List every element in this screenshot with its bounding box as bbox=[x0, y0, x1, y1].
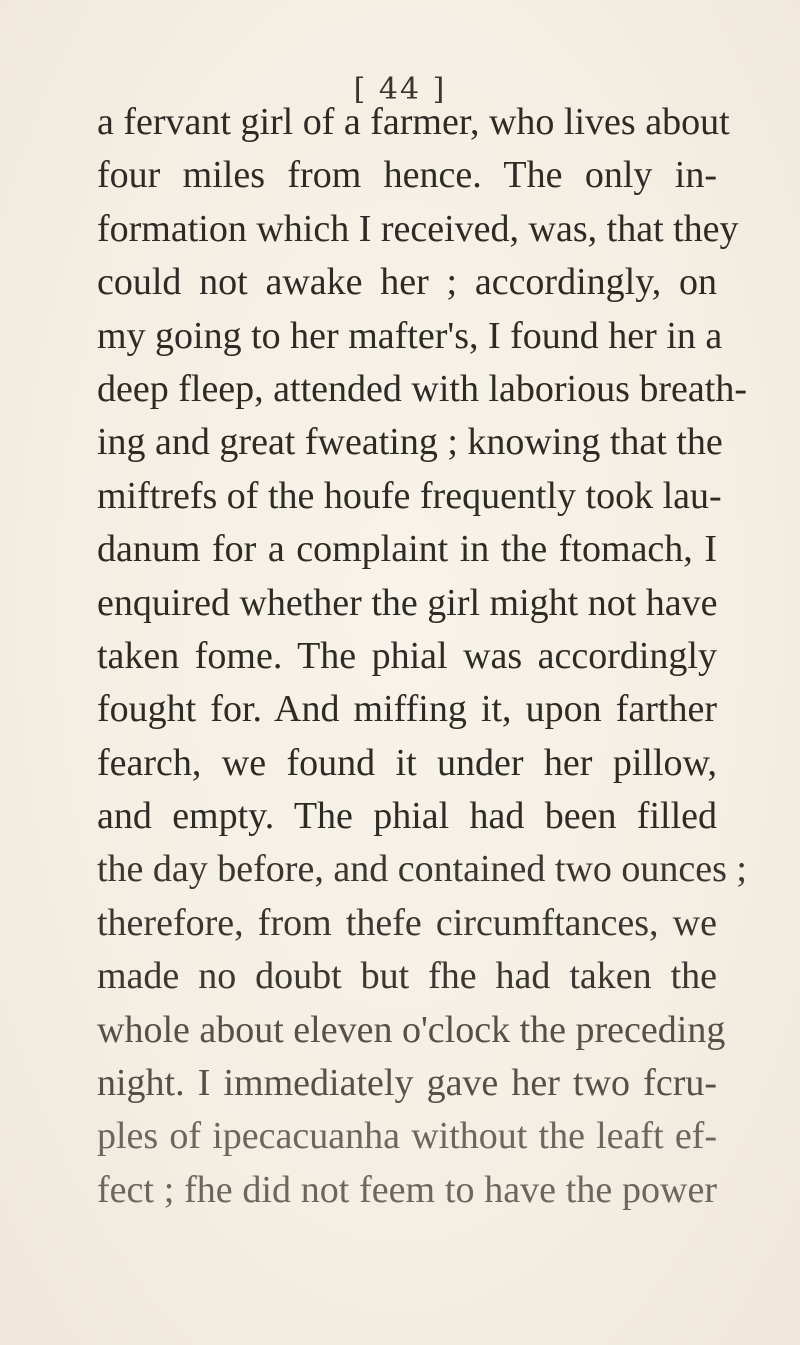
text-line: enquired whether the girl might not have bbox=[97, 581, 718, 624]
text-line: miftrefs of the houfe frequently took lau- bbox=[97, 474, 722, 517]
text-line: danum for a complaint in the ftomach, I bbox=[97, 528, 717, 571]
text-line: night. I immediately gave her two fcru- bbox=[97, 1062, 717, 1105]
body-text bbox=[97, 96, 747, 1217]
text-line: could not awake her ; accordingly, on bbox=[97, 261, 717, 304]
text-line: fought for. And miffing it, upon farther bbox=[97, 688, 717, 731]
text-line: the day before, and contained two ounces ; bbox=[97, 848, 747, 891]
text-line: made no doubt but fhe had taken the bbox=[97, 955, 717, 998]
text-line: fect ; fhe did not feem to have the power bbox=[97, 1168, 717, 1211]
text-line: whole about eleven o'clock the preceding bbox=[97, 1008, 726, 1051]
text-line: taken fome. The phial was accordingly bbox=[97, 634, 717, 677]
page-number: [ 44 ] bbox=[353, 72, 447, 107]
text-line: ing and great fweating ; knowing that the bbox=[97, 421, 723, 464]
text-line: fearch, we found it under her pillow, bbox=[97, 741, 717, 784]
text-line: ples of ipecacuanha without the leaft ef- bbox=[97, 1115, 717, 1158]
text-line: a fervant girl of a farmer, who lives about bbox=[97, 101, 730, 143]
text-line: four miles from hence. The only in- bbox=[97, 154, 717, 197]
text-line: and empty. The phial had been filled bbox=[97, 795, 717, 838]
text-line: formation which I received, was, that they bbox=[97, 207, 739, 250]
text-line: therefore, from thefe circumftances, we bbox=[97, 901, 717, 944]
text-line: my going to her mafter's, I found her in a bbox=[97, 314, 723, 357]
text-line: deep fleep, attended with laborious breath- bbox=[97, 367, 747, 410]
